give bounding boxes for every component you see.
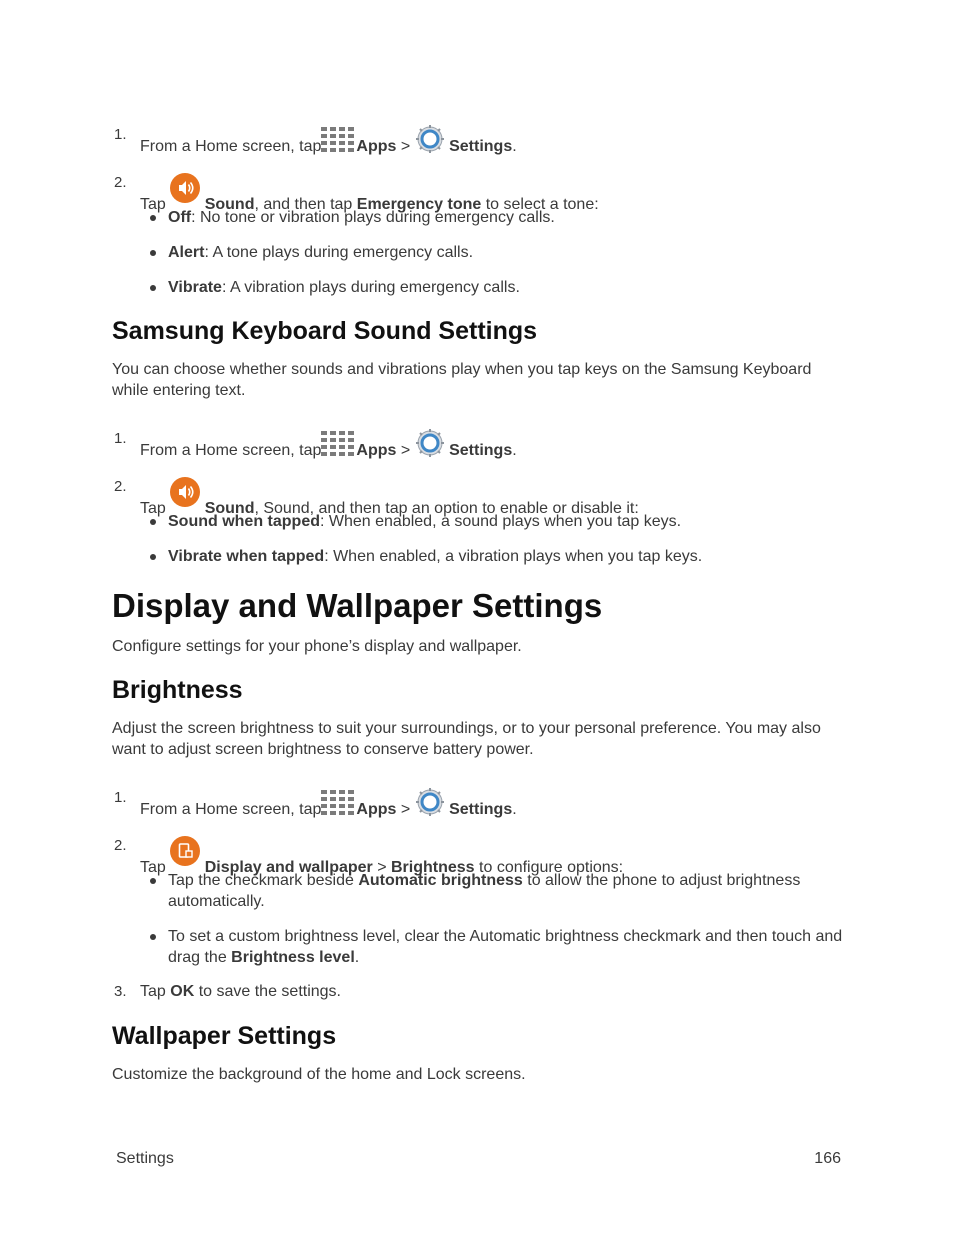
step-number: 3. [114, 983, 127, 1000]
bullet-item [168, 207, 848, 228]
step-text-end: to save the settings. [194, 983, 341, 1000]
bullet-text: : No tone or vibration plays during emergency calls. [191, 209, 555, 226]
settings-icon [415, 788, 445, 816]
bullet-bold: Alert [168, 244, 205, 261]
bullet-bold: Automatic brightness [358, 872, 523, 889]
bullet-text: . [354, 949, 360, 966]
step-1 [0, 112, 954, 155]
bullet-dot [150, 215, 156, 221]
apps-icon [321, 790, 356, 816]
bullet-dot [150, 250, 156, 256]
sound-icon [170, 477, 200, 507]
step-number: 1. [114, 789, 127, 806]
step-text-end: to configure options: [474, 859, 624, 876]
step-text-end: . [512, 138, 517, 155]
separator: > [400, 801, 411, 818]
display-heading: Display and Wallpaper Settings [112, 587, 603, 624]
bullet-bold: Off [168, 209, 192, 226]
bullet-text: : When enabled, a sound plays when you tap keys. [320, 513, 682, 530]
separator: > [372, 859, 391, 876]
step-text-tap: Tap [140, 500, 166, 517]
step-text-end: . [512, 442, 517, 459]
step-text-pre: From a Home screen, tap [140, 801, 322, 818]
bullet-dot [150, 285, 156, 291]
bullet-pre: Tap the checkmark beside [168, 872, 359, 889]
step-number: 2. [114, 837, 127, 854]
separator: > [400, 138, 411, 155]
emergency-tone-label: Emergency tone [356, 196, 482, 213]
step-text [140, 788, 517, 820]
sound-label: Sound [204, 500, 255, 517]
bullet-text: : A tone plays during emergency calls. [204, 244, 474, 261]
settings-icon [415, 125, 445, 153]
bullet-bold: Vibrate when tapped [168, 548, 325, 565]
wallpaper-intro: Customize the background of the home and Lock screens. [112, 1066, 526, 1083]
apps-icon [321, 431, 356, 457]
apps-label: Apps [356, 442, 397, 459]
bullet-item [168, 870, 848, 912]
bullet-dot [150, 934, 156, 940]
bullet-item [168, 511, 848, 532]
separator: > [400, 442, 411, 459]
settings-icon [415, 429, 445, 457]
bullet-dot [150, 519, 156, 525]
step-text-pre: From a Home screen, tap [140, 138, 322, 155]
settings-label: Settings [449, 801, 513, 818]
bullet-item [168, 926, 848, 968]
bullet-text: : When enabled, a vibration plays when you tap keys. [324, 548, 703, 565]
step-number: 2. [114, 478, 127, 495]
display-intro: Configure settings for your phone’s display and wallpaper. [112, 638, 522, 655]
step-text [140, 982, 341, 1002]
step-number: 1. [114, 126, 127, 143]
bullet-bold: Brightness level [231, 949, 355, 966]
sound-label: Sound [204, 196, 255, 213]
step-3 [0, 969, 954, 999]
step-number: 1. [114, 430, 127, 447]
step-text-tap: Tap [140, 859, 166, 876]
bullet-dot [150, 878, 156, 884]
brightness-heading: Brightness [112, 676, 243, 704]
bullet-pre: To set a custom brightness level, clear the Automatic brightness checkmark and then touch and drag the [168, 928, 843, 966]
bullet-dot [150, 554, 156, 560]
settings-label: Settings [449, 138, 513, 155]
bullet-bold: Sound when tapped [168, 513, 320, 530]
page-number: 166 [814, 1150, 841, 1167]
step-text-end: , Sound, and then tap an option to enable or disable it: [254, 500, 639, 517]
step-2 [0, 823, 954, 876]
display-wallpaper-label: Display and wallpaper [204, 859, 373, 876]
step-text [140, 429, 517, 461]
brightness-label: Brightness [391, 859, 475, 876]
apps-label: Apps [356, 138, 397, 155]
bullet-item [168, 277, 848, 298]
apps-icon [321, 127, 356, 153]
keyboard-heading: Samsung Keyboard Sound Settings [112, 317, 538, 345]
bullet-item [168, 242, 848, 263]
step-text-mid: , and then tap [254, 196, 357, 213]
step-text-tap: Tap [140, 196, 166, 213]
step-1 [0, 775, 954, 818]
wallpaper-heading: Wallpaper Settings [112, 1022, 337, 1050]
step-text [140, 125, 517, 157]
step-text-pre: From a Home screen, tap [140, 442, 322, 459]
step-1 [0, 416, 954, 459]
apps-label: Apps [356, 801, 397, 818]
bullet-text: to allow the phone to adjust brightness automatically. [168, 872, 801, 910]
brightness-intro: Adjust the screen brightness to suit your surroundings, or to your personal preference. You may also want to adjust screen brightness to conserve battery power. [112, 720, 821, 758]
footer-section: Settings [116, 1150, 174, 1167]
display-wallpaper-icon [170, 836, 200, 866]
bullet-item [168, 546, 848, 567]
step-number: 2. [114, 174, 127, 191]
bullet-bold: Vibrate [168, 279, 222, 296]
settings-label: Settings [449, 442, 513, 459]
ok-label: OK [170, 983, 195, 1000]
bullet-text: : A vibration plays during emergency calls. [221, 279, 520, 296]
step-text-end: to select a tone: [481, 196, 599, 213]
step-text-end: . [512, 801, 517, 818]
step-2 [0, 160, 954, 213]
step-text-tap: Tap [140, 983, 171, 1000]
keyboard-intro: You can choose whether sounds and vibrations play when you tap keys on the Samsung Keyboard while entering text. [112, 361, 812, 399]
step-2 [0, 464, 954, 517]
sound-icon [170, 173, 200, 203]
